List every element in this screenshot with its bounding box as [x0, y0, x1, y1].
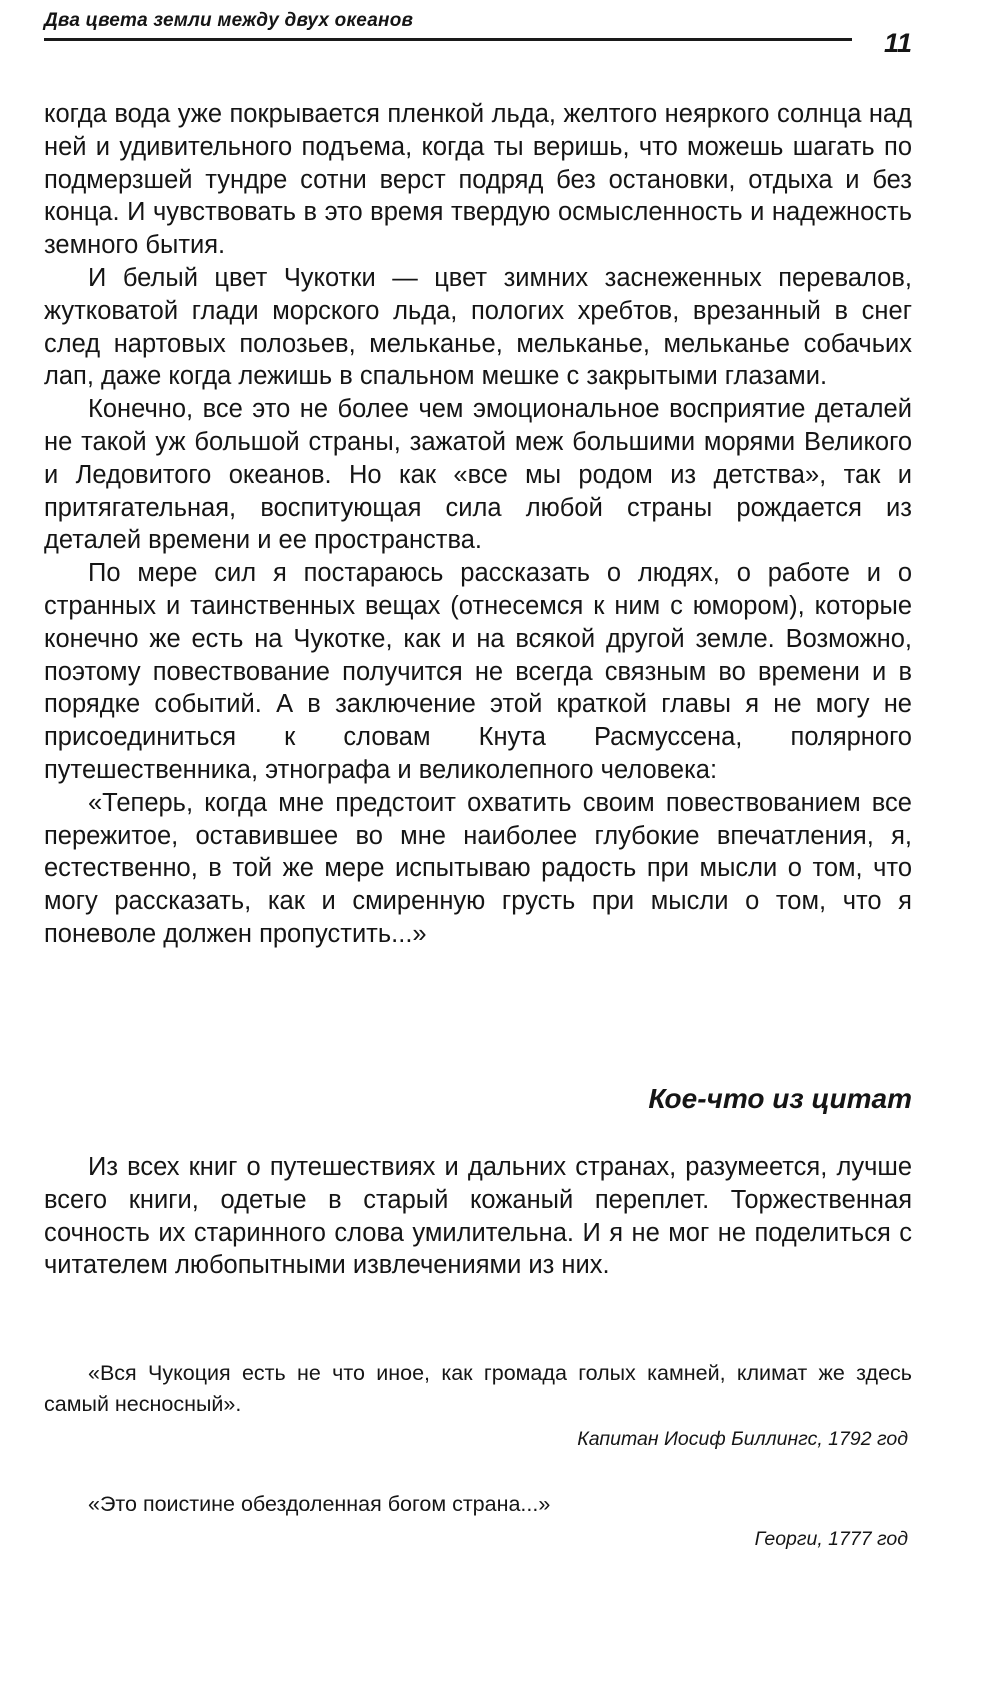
citation-block — [44, 1489, 912, 1555]
running-head: Два цвета земли между двух океанов — [44, 10, 414, 31]
paragraph: По мере сил я постараюсь рассказать о людях, о работе и о странных и таинственных вещах (отнесемся к ним с юмором), которые конечно же есть на Чукотке, как и на всякой другой земле. Возможно, поэтому повествование получится не всегда связным во времени и в порядке событий. А в заключение этой краткой главы я не могу не присоединиться к словам Кнута Расмуссена, полярного путешественника, этнографа и великолепного человека: — [44, 559, 912, 784]
citation-attribution: Капитан Иосиф Биллингс, 1792 год — [577, 1428, 908, 1450]
section-title: Кое-что из цитат — [648, 1083, 912, 1114]
citation-block — [44, 1358, 912, 1455]
page-header — [44, 10, 912, 66]
paragraph: Конечно, все это не более чем эмоциональное восприятие деталей не такой уж большой страны, зажатой меж большими морями Великого и Ледовитого океанов. Но как «все мы родом из детства», так и притягательная, воспитующая сила любой страны рождается из деталей времени и ее пространства. — [44, 395, 912, 555]
citation-text: «Вся Чукоция есть не что иное, как громада голых камней, климат же здесь самый несносный». — [44, 1361, 912, 1416]
citation-text: «Это поистине обездоленная богом страна...» — [88, 1492, 551, 1516]
section-intro — [44, 1151, 912, 1282]
paragraph-continued: когда вода уже покрывается пленкой льда, желтого неяркого солнца над ней и удивительного подъема, когда ты веришь, что можешь шагать по подмерзшей тундре сотни верст подряд без остановки, отдыха и без конца. И чувствовать в это время твердую осмысленность и надежность земного бытия. — [44, 100, 912, 260]
header-rule — [44, 38, 852, 41]
main-text — [44, 98, 912, 951]
paragraph: И белый цвет Чукотки — цвет зимних заснеженных перевалов, жутковатой глади морского льда, пологих хребтов, врезанный в снег след нартовых полозьев, мельканье, мельканье, мельканье собачьих лап, даже когда лежишь в спальном мешке с закрытыми глазами. — [44, 263, 912, 391]
citation-attribution: Георги, 1777 год — [754, 1528, 908, 1550]
page-number: 11 — [883, 28, 912, 58]
rasmussen-quote: «Теперь, когда мне предстоит охватить своим повествованием все пережитое, оставившее во мне наиболее глубокие впечатления, я, естественно, в той же мере испытываю радость при мысли о том, что могу рассказать, как и смиренную грусть при мысли о том, что я поневоле должен пропустить...» — [44, 788, 912, 948]
section-intro-paragraph: Из всех книг о путешествиях и дальних странах, разумеется, лучше всего книги, одетые в старый кожаный переплет. Торжественная сочность их старинного слова умилительна. И я не мог не поделиться с читателем любопытными извлечениями из них. — [44, 1153, 912, 1280]
